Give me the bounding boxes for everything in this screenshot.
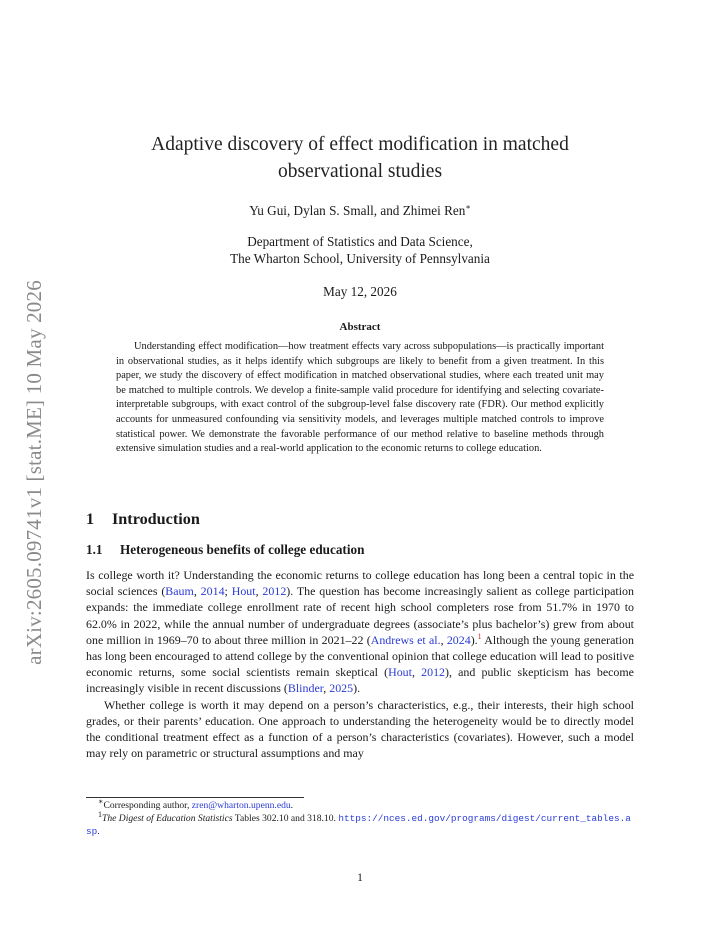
title-line-1: Adaptive discovery of effect modification in matched [151, 134, 569, 155]
subsection-heading [86, 542, 364, 558]
footnote-divider [86, 797, 304, 798]
footnote-1-title: The Digest of Education Statistics [102, 813, 233, 824]
citation-hout-year[interactable]: 2012 [262, 584, 287, 599]
subsection-title: Heterogeneous benefits of college education [120, 542, 365, 557]
footnote-1-mark: 1 [98, 809, 102, 819]
corresponding-email-link[interactable]: zren@wharton.upenn.edu [191, 800, 291, 811]
paragraph-1: Is college worth it? Understanding the economic returns to college education has long been a central topic in the social sciences (Baum, 2014; Hout, 2012). The question has become increasingly salient as college participation expands: the immediate college enrollment rate of recent high school completers rose from 51.7% in 1970 to 62.0% in 2022, while the annual number of undergraduate degrees (associate’s plus bachelor’s) grew from about one million in 1969–70 to about three million in 2021–22 (Andrews et al., 2024).$^1$ Although the young generation has long been encouraged to attend college by the conventional opinion that college education will lead to positive economic returns, some social scientists remain skeptical (Hout, 2012), and public skepticism has become increasingly visible in recent discussions (Blinder, 2025). [86, 568, 634, 696]
body-text [86, 567, 634, 761]
section-heading-introduction [86, 510, 200, 529]
citation-hout-2[interactable]: Hout [388, 665, 412, 680]
footnote-corr-text: Corresponding author, [103, 800, 192, 811]
footnote-1 [86, 809, 634, 838]
footnote-1-link[interactable]: 1 [477, 631, 482, 641]
footnote-1-end: . [97, 826, 100, 837]
affiliation-line-2: The Wharton School, University of Pennsylvania [230, 251, 490, 266]
title-line-2: observational studies [277, 161, 443, 182]
arxiv-id-text: arXiv:2605.09741v1 [stat.ME] 10 May 2026 [21, 279, 46, 665]
abstract-heading: Abstract [339, 321, 381, 333]
citation-andrews[interactable]: Andrews et al. [370, 632, 441, 647]
paper-title [0, 131, 720, 185]
citation-hout-2-year[interactable]: 2012 [421, 665, 445, 680]
footnote-1-text: Tables 302.10 and 318.10. [232, 813, 339, 824]
citation-blinder[interactable]: Blinder [287, 681, 324, 696]
citation-baum[interactable]: Baum [165, 584, 194, 599]
paragraph-1-text: ). The question has become increasingly salient as college participation expands: the immediate college enrollment rate of recent high school completers rose from 51.7% in 1970 to 62.0% in 2022, while the annual number of undergraduate degrees (associate’s plus bachelor’s) grew from about one million in 1969–70 to about three million in 2021–22 ( [86, 584, 634, 647]
footnote-corresponding: ∗Corresponding author, zren@wharton.upenn.edu. [98, 796, 294, 811]
citation-blinder-year[interactable]: 2025 [329, 681, 354, 696]
affiliation-line-1: Department of Statistics and Data Science, [247, 234, 473, 249]
footnote-corr-mark: ∗ [98, 796, 104, 806]
subsection-number: 1.1 [86, 542, 103, 557]
corresponding-author-mark: ∗ [465, 202, 471, 212]
paragraph-2: Whether college is worth it may depend on a person’s characteristics, e.g., their interests, their high school grades, or their parents’ education. One approach to understanding the heterogeneity would be to directly model the conditional treatment effect as a function of a person’s characteristics (covariates). However, such a model may rely on parametric or structural assumptions and may [86, 697, 634, 761]
authors-text: Yu Gui, Dylan S. Small, and Zhimei Ren [249, 203, 466, 218]
footnotes [86, 796, 634, 838]
citation-hout[interactable]: Hout [231, 584, 256, 599]
publication-date: May 12, 2026 [323, 284, 397, 299]
affiliation [0, 233, 720, 267]
section-number: 1 [86, 510, 95, 528]
page-number: 1 [357, 872, 363, 884]
paragraph-1-text: Is college worth it? Understanding the economic returns to college education has long been a central topic in the social sciences ( [86, 568, 634, 599]
footnote-1-url-link[interactable]: https://nces.ed.gov/programs/digest/current_tables.asp [86, 813, 631, 837]
author-list [0, 203, 720, 219]
section-title: Introduction [112, 510, 200, 528]
paragraph-1-text: ). [353, 681, 361, 696]
citation-baum-year[interactable]: 2014 [200, 584, 225, 599]
citation-andrews-year[interactable]: 2024 [446, 632, 471, 647]
paragraph-1-text: Although the young generation has long been encouraged to attend college by the conventional opinion that college education will lead to positive economic returns, some social scientists remain skeptical ( [86, 632, 634, 680]
paragraph-1-text: ), and public skepticism has become increasingly visible in recent discussions ( [86, 665, 634, 696]
abstract-text: Understanding effect modification—how treatment effects vary across subpopulations—is practically important in observational studies, as it helps identify which subgroups are likely to benefit from a given treatment. In this paper, we study the discovery of effect modification in matched observational studies, where each treated unit may be matched to multiple controls. We develop a finite-sample valid procedure for identifying and selecting covariate-interpretable subgroups, with exact control of the subgroup-level false discovery rate (FDR). Our method explicitly accounts for unmeasured confounding via sensitivity models, and leverages multiple matched controls to improve statistical power. We demonstrate the favorable performance of our method relative to baseline methods through extensive simulation studies and a real-world application to the economic returns to college education. [116, 341, 604, 455]
